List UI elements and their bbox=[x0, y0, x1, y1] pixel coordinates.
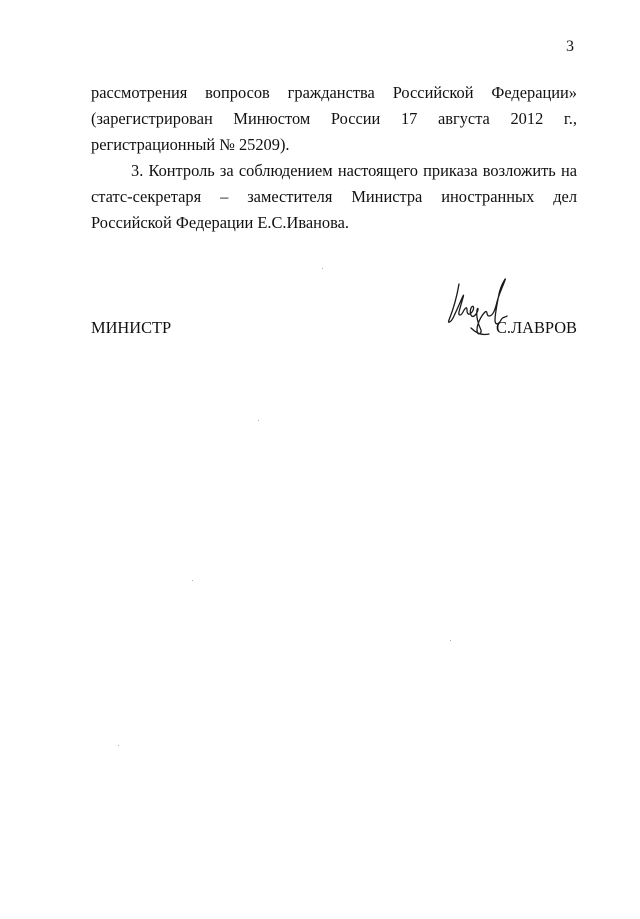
scan-speck bbox=[192, 580, 193, 581]
scan-speck bbox=[258, 420, 259, 421]
signer-position: МИНИСТР bbox=[91, 318, 172, 337]
paragraph-continuation: рассмотрения вопросов гражданства Российской Федерации» (зарегистрирован Минюстом России 17 августа 2012 г., регистрационный № 25209). bbox=[91, 83, 577, 154]
paragraph-control-clause bbox=[91, 158, 577, 236]
signature-block bbox=[91, 318, 577, 348]
scan-speck bbox=[118, 745, 119, 746]
paragraph-text: 3. Контроль за соблюдением настоящего приказа возложить на статс-секретаря – заместителя Министра иностранных дел Российской Федерации Е.С.Иванова. bbox=[91, 161, 577, 232]
scan-speck bbox=[322, 268, 323, 269]
scan-speck bbox=[450, 640, 451, 641]
page-number: 3 bbox=[566, 38, 574, 55]
signer-name: С.ЛАВРОВ bbox=[495, 318, 577, 337]
